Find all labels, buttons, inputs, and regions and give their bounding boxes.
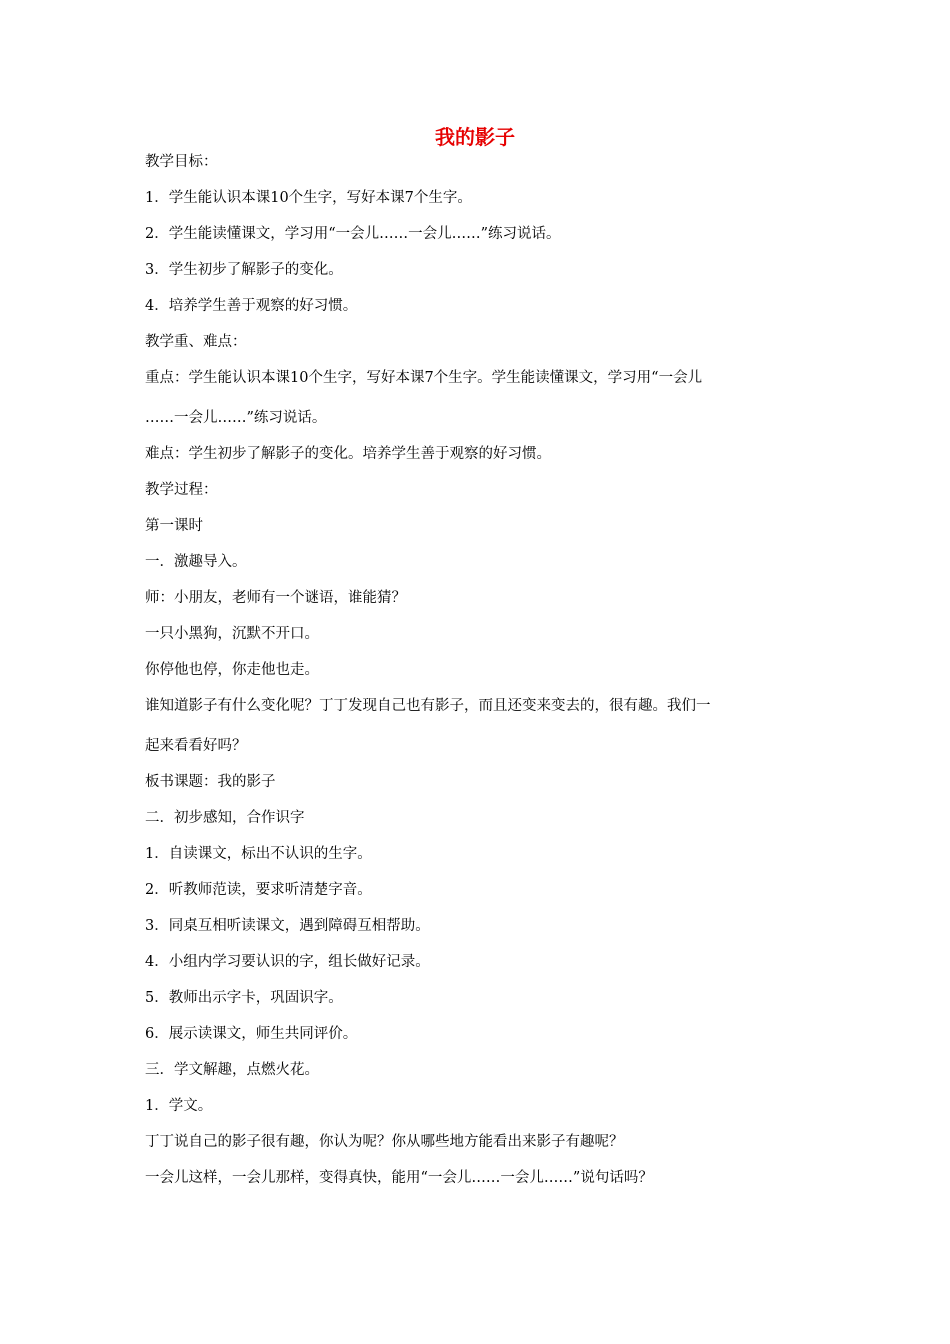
step-heading: 二．初步感知，合作识字	[145, 810, 305, 826]
section-heading-objectives: 教学目标：	[145, 154, 218, 170]
paragraph-text: 板书课题：我的影子	[145, 774, 276, 790]
section-heading-process: 教学过程：	[145, 482, 218, 498]
step-item: 1．自读课文，标出不认识的生字。	[145, 846, 372, 862]
objective-item: 3．学生初步了解影子的变化。	[145, 262, 343, 278]
riddle-line: 一只小黑狗，沉默不开口。	[145, 626, 319, 642]
step-heading: 一．激趣导入。	[145, 554, 247, 570]
objective-item: 4．培养学生善于观察的好习惯。	[145, 298, 358, 314]
step-item: 4．小组内学习要认识的字，组长做好记录。	[145, 954, 430, 970]
paragraph-text-continued: 起来看看好吗？	[145, 738, 247, 754]
key-point-text: 重点：学生能认识本课10个生字，写好本课7个生字。学生能读懂课文，学习用“一会儿	[145, 370, 703, 386]
riddle-line: 你停他也停，你走他也走。	[145, 662, 319, 678]
step-item: 1．学文。	[145, 1098, 213, 1114]
difficulty-text: 难点：学生初步了解影子的变化。培养学生善于观察的好习惯。	[145, 446, 551, 462]
paragraph-text: 一会儿这样，一会儿那样，变得真快，能用“一会儿……一会儿……”说句话吗？	[145, 1170, 653, 1186]
step-item: 6．展示读课文，师生共同评价。	[145, 1026, 358, 1042]
lesson-period-heading: 第一课时	[145, 518, 203, 534]
step-item: 2．听教师范读，要求听清楚字音。	[145, 882, 372, 898]
paragraph-text: 谁知道影子有什么变化呢？丁丁发现自己也有影子，而且还变来变去的，很有趣。我们一	[145, 698, 711, 714]
step-heading: 三．学文解趣，点燃火花。	[145, 1062, 319, 1078]
objective-item: 1．学生能认识本课10个生字，写好本课7个生字。	[145, 190, 472, 206]
step-item: 5．教师出示字卡，巩固识字。	[145, 990, 343, 1006]
paragraph-text: 丁丁说自己的影子很有趣，你认为呢？你从哪些地方能看出来影子有趣呢？	[145, 1134, 624, 1150]
step-item: 3．同桌互相听读课文，遇到障碍互相帮助。	[145, 918, 430, 934]
objective-item: 2．学生能读懂课文，学习用“一会儿……一会儿……”练习说话。	[145, 226, 561, 242]
key-point-text-continued: ……一会儿……”练习说话。	[145, 410, 327, 426]
page-title: 我的影子	[435, 125, 515, 149]
section-heading-key-points: 教学重、难点：	[145, 334, 247, 350]
paragraph-text: 师：小朋友，老师有一个谜语，谁能猜？	[145, 590, 406, 606]
